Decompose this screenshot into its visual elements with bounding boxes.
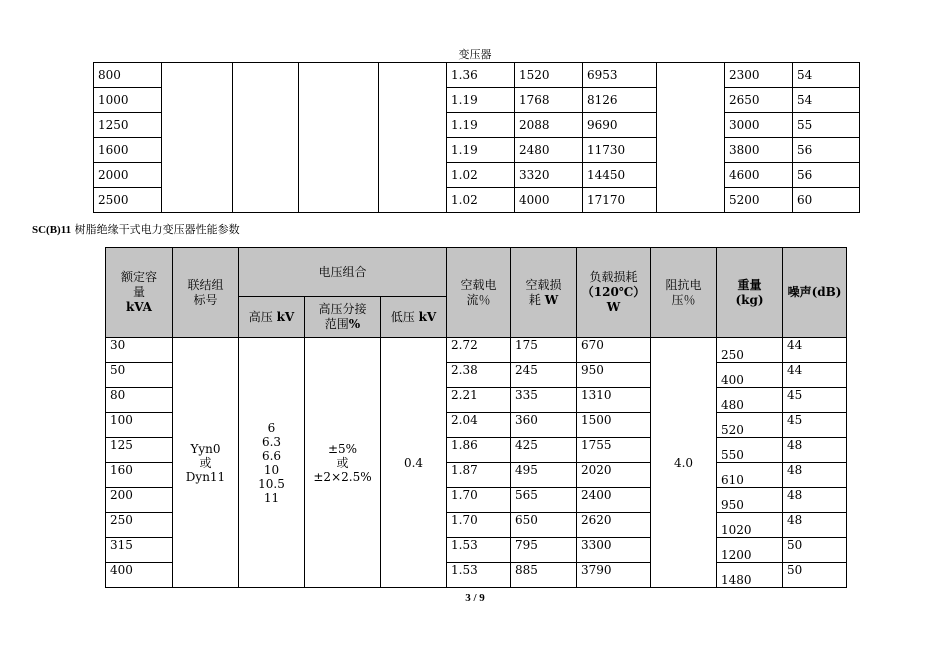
header-tap-range: 高压分接 范围%	[305, 297, 381, 338]
noload-loss-cell: 565	[511, 488, 577, 513]
noise-cell: 54	[793, 88, 860, 113]
high-voltage-value: 6.3	[261, 434, 282, 449]
noise-cell: 55	[793, 113, 860, 138]
rated-capacity-cell: 2000	[94, 163, 162, 188]
noload-current-cell: 1.02	[447, 163, 515, 188]
weight-cell: 1480	[717, 563, 783, 588]
noload-loss-cell: 1768	[515, 88, 583, 113]
weight-cell: 2650	[725, 88, 793, 113]
noload-current-cell: 2.38	[447, 363, 511, 388]
noload-loss-cell: 885	[511, 563, 577, 588]
tap-range-cell	[299, 63, 379, 213]
noise-cell: 44	[783, 363, 847, 388]
load-loss-cell: 11730	[583, 138, 657, 163]
weight-cell: 250	[717, 338, 783, 363]
noload-current-cell: 1.36	[447, 63, 515, 88]
noload-current-cell: 1.70	[447, 488, 511, 513]
noise-cell: 56	[793, 138, 860, 163]
weight-cell: 2300	[725, 63, 793, 88]
header-noload-current: 空载电 流％	[447, 248, 511, 338]
header-voltage-group: 电压组合	[239, 248, 447, 297]
rated-capacity-cell: 160	[106, 463, 173, 488]
load-loss-cell: 9690	[583, 113, 657, 138]
tap-range-cell	[305, 338, 381, 588]
header-connection-group: 联结组 标号	[173, 248, 239, 338]
header-low-voltage: 低压 kV	[381, 297, 447, 338]
impedance-cell	[657, 63, 725, 213]
tap-range-line: 或	[336, 455, 349, 470]
noise-cell: 45	[783, 388, 847, 413]
noise-cell: 56	[793, 163, 860, 188]
rated-capacity-cell: 1000	[94, 88, 162, 113]
table-row	[94, 63, 860, 88]
high-voltage-cell	[233, 63, 299, 213]
high-voltage-value: 6.6	[261, 448, 282, 463]
load-loss-cell: 1500	[577, 413, 651, 438]
noload-loss-cell: 4000	[515, 188, 583, 213]
weight-cell: 950	[717, 488, 783, 513]
noload-current-cell: 1.87	[447, 463, 511, 488]
noise-cell: 50	[783, 563, 847, 588]
load-loss-cell: 1310	[577, 388, 651, 413]
rated-capacity-cell: 2500	[94, 188, 162, 213]
noload-loss-cell: 425	[511, 438, 577, 463]
noload-current-cell: 1.70	[447, 513, 511, 538]
load-loss-cell: 2020	[577, 463, 651, 488]
connection-group-line: Dyn11	[185, 469, 226, 484]
rated-capacity-cell: 50	[106, 363, 173, 388]
header-high-voltage: 高压 kV	[239, 297, 305, 338]
connection-group-cell	[173, 338, 239, 588]
header-weight: 重量 (kg)	[717, 248, 783, 338]
load-loss-cell: 2400	[577, 488, 651, 513]
noload-current-cell: 1.19	[447, 138, 515, 163]
weight-cell: 3800	[725, 138, 793, 163]
rated-capacity-cell: 400	[106, 563, 173, 588]
rated-capacity-cell: 1250	[94, 113, 162, 138]
connection-group-line: Yyn0	[190, 441, 221, 456]
noload-current-cell: 1.53	[447, 563, 511, 588]
high-voltage-cell	[239, 338, 305, 588]
table1-body	[94, 63, 860, 213]
noise-cell: 48	[783, 488, 847, 513]
noload-current-cell: 1.53	[447, 538, 511, 563]
low-voltage-cell: 0.4	[381, 338, 447, 588]
weight-cell: 610	[717, 463, 783, 488]
connection-group-line: 或	[199, 455, 212, 470]
noload-loss-cell: 2480	[515, 138, 583, 163]
load-loss-cell: 670	[577, 338, 651, 363]
noise-cell: 50	[783, 538, 847, 563]
low-voltage-cell	[379, 63, 447, 213]
connection-group-cell	[162, 63, 233, 213]
noise-cell: 48	[783, 463, 847, 488]
noise-cell: 48	[783, 513, 847, 538]
weight-cell: 1020	[717, 513, 783, 538]
noload-loss-cell: 650	[511, 513, 577, 538]
rated-capacity-cell: 100	[106, 413, 173, 438]
rated-capacity-cell: 1600	[94, 138, 162, 163]
noise-cell: 48	[783, 438, 847, 463]
rated-capacity-cell: 800	[94, 63, 162, 88]
noload-current-cell: 1.86	[447, 438, 511, 463]
weight-cell: 480	[717, 388, 783, 413]
page-number: 3 / 9	[465, 592, 485, 604]
noload-loss-cell: 495	[511, 463, 577, 488]
rated-capacity-cell: 315	[106, 538, 173, 563]
weight-cell: 400	[717, 363, 783, 388]
noise-cell: 44	[783, 338, 847, 363]
table-row	[106, 338, 847, 363]
noload-loss-cell: 3320	[515, 163, 583, 188]
sc-b-11-performance-table	[105, 247, 847, 588]
noise-cell: 45	[783, 413, 847, 438]
rated-capacity-cell: 125	[106, 438, 173, 463]
header-noload-loss: 空载损 耗 W	[511, 248, 577, 338]
weight-cell: 3000	[725, 113, 793, 138]
load-loss-cell: 1755	[577, 438, 651, 463]
section-title-model: SC(B)11	[32, 224, 72, 236]
impedance-cell: 4.0	[651, 338, 717, 588]
noload-loss-cell: 245	[511, 363, 577, 388]
load-loss-cell: 3790	[577, 563, 651, 588]
transformer-table-continued	[93, 62, 860, 213]
rated-capacity-cell: 200	[106, 488, 173, 513]
noload-current-cell: 2.72	[447, 338, 511, 363]
load-loss-cell: 2620	[577, 513, 651, 538]
weight-cell: 4600	[725, 163, 793, 188]
noload-loss-cell: 795	[511, 538, 577, 563]
weight-cell: 5200	[725, 188, 793, 213]
section-title-text: 树脂绝缘干式电力变压器性能参数	[74, 223, 240, 236]
load-loss-cell: 8126	[583, 88, 657, 113]
weight-cell: 520	[717, 413, 783, 438]
high-voltage-value: 6	[267, 420, 276, 435]
noload-current-cell: 2.21	[447, 388, 511, 413]
table2-body	[106, 338, 847, 588]
noise-cell: 54	[793, 63, 860, 88]
noload-loss-cell: 175	[511, 338, 577, 363]
rated-capacity-cell: 250	[106, 513, 173, 538]
tap-range-line: ±5%	[327, 441, 358, 456]
noload-current-cell: 1.19	[447, 113, 515, 138]
noload-loss-cell: 2088	[515, 113, 583, 138]
noise-cell: 60	[793, 188, 860, 213]
load-loss-cell: 3300	[577, 538, 651, 563]
section-title	[32, 223, 240, 237]
tap-range-line: ±2×2.5%	[313, 469, 372, 484]
high-voltage-value: 10	[263, 462, 280, 477]
header-rated-capacity: 额定容 量 kVA	[106, 248, 173, 338]
rated-capacity-cell: 80	[106, 388, 173, 413]
header-load-loss: 负载损耗 （120℃） W	[577, 248, 651, 338]
noload-loss-cell: 1520	[515, 63, 583, 88]
noload-current-cell: 1.02	[447, 188, 515, 213]
load-loss-cell: 14450	[583, 163, 657, 188]
page-header: 变压器	[458, 48, 492, 61]
noload-current-cell: 2.04	[447, 413, 511, 438]
load-loss-cell: 17170	[583, 188, 657, 213]
rated-capacity-cell: 30	[106, 338, 173, 363]
load-loss-cell: 6953	[583, 63, 657, 88]
high-voltage-value: 10.5	[258, 476, 285, 491]
high-voltage-value: 11	[263, 490, 280, 505]
weight-cell: 1200	[717, 538, 783, 563]
header-noise: 噪声(dB)	[783, 248, 847, 338]
noload-loss-cell: 335	[511, 388, 577, 413]
load-loss-cell: 950	[577, 363, 651, 388]
noload-current-cell: 1.19	[447, 88, 515, 113]
noload-loss-cell: 360	[511, 413, 577, 438]
weight-cell: 550	[717, 438, 783, 463]
header-impedance-voltage: 阻抗电 压％	[651, 248, 717, 338]
